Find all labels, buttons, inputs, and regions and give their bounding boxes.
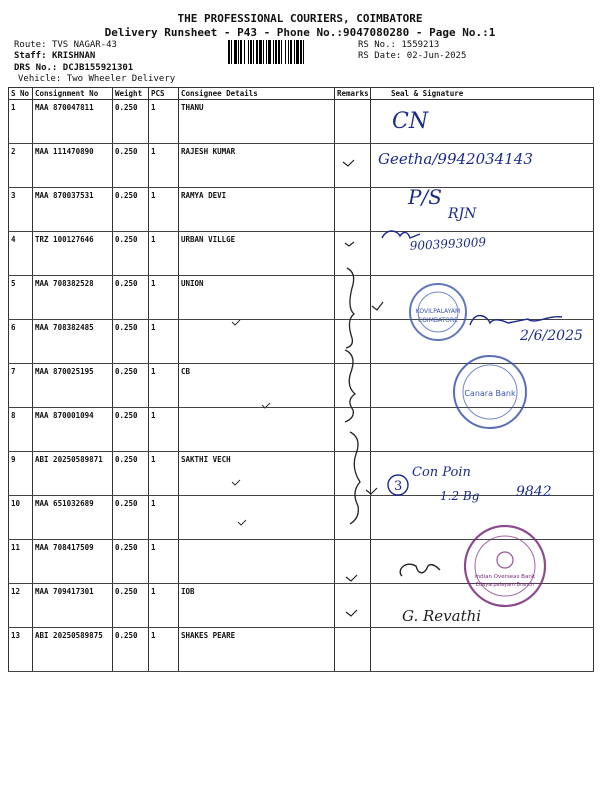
cell-consignment: MAA 708382485 [33, 320, 113, 364]
runsheet-subtitle: Delivery Runsheet - P43 - Phone No.:9047080280 - Page No.:1 [104, 26, 496, 39]
stamp1-text-2: COIMBATORE [418, 317, 458, 324]
rs-date-line [358, 51, 466, 61]
cell-pcs: 1 [149, 144, 179, 188]
row10-signature: Con Poin [412, 465, 471, 480]
table-row [9, 232, 594, 276]
cell-sno: 3 [9, 188, 33, 232]
route-line [14, 40, 117, 50]
cell-remarks [335, 628, 371, 672]
cell-pcs: 1 [149, 496, 179, 540]
cell-consignment: MAA 708382528 [33, 276, 113, 320]
cell-weight: 0.250 [113, 496, 149, 540]
vehicle-value: Two Wheeler Delivery [66, 74, 176, 84]
table-row [9, 452, 594, 496]
row3-signature: P/S [408, 185, 442, 209]
runsheet-table [8, 87, 594, 672]
cell-consignment: MAA 708417509 [33, 540, 113, 584]
cell-pcs: 1 [149, 540, 179, 584]
cell-weight: 0.250 [113, 232, 149, 276]
table-header-row [9, 88, 594, 100]
cell-consignment: MAA 870047811 [33, 100, 113, 144]
cell-consignee [179, 496, 335, 540]
table-row [9, 144, 594, 188]
cell-consignee: RAJESH KUMAR [179, 144, 335, 188]
cell-pcs: 1 [149, 232, 179, 276]
col-weight: Weight [113, 88, 149, 100]
table-row [9, 628, 594, 672]
col-consignment: Consignment No [33, 88, 113, 100]
cell-signature [371, 364, 594, 408]
table-row [9, 100, 594, 144]
cell-weight: 0.250 [113, 276, 149, 320]
cell-consignment: TRZ 100127646 [33, 232, 113, 276]
cell-sno: 12 [9, 584, 33, 628]
route-value: TVS NAGAR-43 [51, 40, 117, 50]
cell-consignment: ABI 20250589875 [33, 628, 113, 672]
cell-remarks [335, 496, 371, 540]
cell-consignee: SHAKES PEARE [179, 628, 335, 672]
cell-consignee: RAMYA DEVI [179, 188, 335, 232]
cell-pcs: 1 [149, 188, 179, 232]
drs-label: DRS No.: [14, 63, 58, 73]
cell-weight: 0.250 [113, 364, 149, 408]
row10-signature-3: 9842 [516, 484, 552, 500]
svg-text:3: 3 [394, 479, 403, 494]
cell-pcs: 1 [149, 276, 179, 320]
cell-signature [371, 276, 594, 320]
row3-signature-2: RJN [448, 206, 477, 222]
route-label: Route: [14, 40, 47, 50]
cell-weight: 0.250 [113, 452, 149, 496]
col-remarks: Remarks [335, 88, 371, 100]
cell-sno: 11 [9, 540, 33, 584]
col-consignee: Consignee Details [179, 88, 335, 100]
table-row [9, 320, 594, 364]
staff-value: KRISHNAN [51, 51, 96, 61]
stamp1-text: KOVILPALAYAM [415, 308, 461, 315]
cell-consignee [179, 408, 335, 452]
col-sno: S No [9, 88, 33, 100]
cell-pcs: 1 [149, 100, 179, 144]
table-row [9, 276, 594, 320]
cell-signature [371, 584, 594, 628]
cell-sno: 4 [9, 232, 33, 276]
table-row [9, 584, 594, 628]
cell-pcs: 1 [149, 364, 179, 408]
cell-weight: 0.250 [113, 408, 149, 452]
cell-signature [371, 496, 594, 540]
row13-signature: G. Revathi [402, 607, 482, 625]
cell-weight: 0.250 [113, 540, 149, 584]
cell-consignment: ABI 20250589871 [33, 452, 113, 496]
cell-weight: 0.250 [113, 144, 149, 188]
row6-date: 2/6/2025 [520, 328, 583, 344]
cell-remarks [335, 232, 371, 276]
vehicle-label: Vehicle: [18, 74, 62, 84]
cell-weight: 0.250 [113, 584, 149, 628]
cell-weight: 0.250 [113, 320, 149, 364]
cell-sno: 8 [9, 408, 33, 452]
cell-signature [371, 628, 594, 672]
rs-date-label: RS Date: [358, 51, 402, 61]
cell-weight: 0.250 [113, 100, 149, 144]
cell-signature [371, 320, 594, 364]
stamp3-text: Indian Overseas Bank [474, 574, 536, 580]
drs-value: DCJB155921301 [62, 63, 134, 73]
cell-remarks [335, 408, 371, 452]
cell-signature [371, 232, 594, 276]
staff-label: Staff: [14, 51, 47, 61]
cell-consignment: MAA 709417301 [33, 584, 113, 628]
cell-signature [371, 540, 594, 584]
cell-remarks [335, 364, 371, 408]
cell-consignee: SAKTHI VECH [179, 452, 335, 496]
cell-consignment: MAA 651032689 [33, 496, 113, 540]
cell-remarks [335, 584, 371, 628]
cell-consignee: URBAN VILLGE [179, 232, 335, 276]
cell-remarks [335, 276, 371, 320]
cell-remarks [335, 320, 371, 364]
cell-consignee: THANU [179, 100, 335, 144]
rs-no-line [358, 40, 439, 50]
table-row [9, 540, 594, 584]
cell-remarks [335, 540, 371, 584]
cell-pcs: 1 [149, 408, 179, 452]
cell-sno: 9 [9, 452, 33, 496]
table-row [9, 188, 594, 232]
table-row [9, 364, 594, 408]
table-row [9, 408, 594, 452]
cell-remarks [335, 452, 371, 496]
cell-weight: 0.250 [113, 628, 149, 672]
cell-pcs: 1 [149, 320, 179, 364]
barcode [228, 40, 352, 64]
cell-consignment: MAA 870001094 [33, 408, 113, 452]
cell-weight: 0.250 [113, 188, 149, 232]
cell-signature [371, 408, 594, 452]
col-pcs: PCS [149, 88, 179, 100]
row10-signature-2: 1.2 Bg [440, 489, 480, 503]
cell-consignment: MAA 870037531 [33, 188, 113, 232]
cell-remarks [335, 188, 371, 232]
table-row [9, 496, 594, 540]
cell-consignee [179, 540, 335, 584]
cell-consignment: MAA 111470890 [33, 144, 113, 188]
cell-consignee: IOB [179, 584, 335, 628]
cell-sno: 13 [9, 628, 33, 672]
cell-sno: 6 [9, 320, 33, 364]
cell-signature [371, 452, 594, 496]
vehicle-line [18, 74, 175, 84]
cell-pcs: 1 [149, 628, 179, 672]
cell-sno: 2 [9, 144, 33, 188]
cell-signature [371, 188, 594, 232]
cell-sno: 1 [9, 100, 33, 144]
stamp2-text: Canara Bank [464, 389, 516, 398]
cell-consignment: MAA 870025195 [33, 364, 113, 408]
staff-line [14, 51, 95, 61]
cell-consignee [179, 320, 335, 364]
col-signature: Seal & Signature [371, 88, 594, 100]
row1-signature: CN [392, 109, 429, 134]
cell-consignee: UNION [179, 276, 335, 320]
cell-remarks [335, 144, 371, 188]
rs-no-label: RS No.: [358, 40, 396, 50]
row2-signature: Geetha/9942034143 [378, 150, 533, 168]
cell-consignee: CB [179, 364, 335, 408]
rs-date-value: 02-Jun-2025 [406, 51, 467, 61]
row4-phone: 9003993009 [409, 235, 487, 253]
company-title: THE PROFESSIONAL COURIERS, COIMBATORE [177, 12, 423, 25]
cell-remarks [335, 100, 371, 144]
rs-no-value: 1559213 [401, 40, 440, 50]
stamp3-branch: Edayarpalayam Branch [475, 582, 535, 588]
drs-line [14, 63, 133, 73]
cell-pcs: 1 [149, 452, 179, 496]
cell-sno: 7 [9, 364, 33, 408]
cell-sno: 5 [9, 276, 33, 320]
cell-sno: 10 [9, 496, 33, 540]
cell-signature [371, 144, 594, 188]
cell-signature [371, 100, 594, 144]
cell-pcs: 1 [149, 584, 179, 628]
